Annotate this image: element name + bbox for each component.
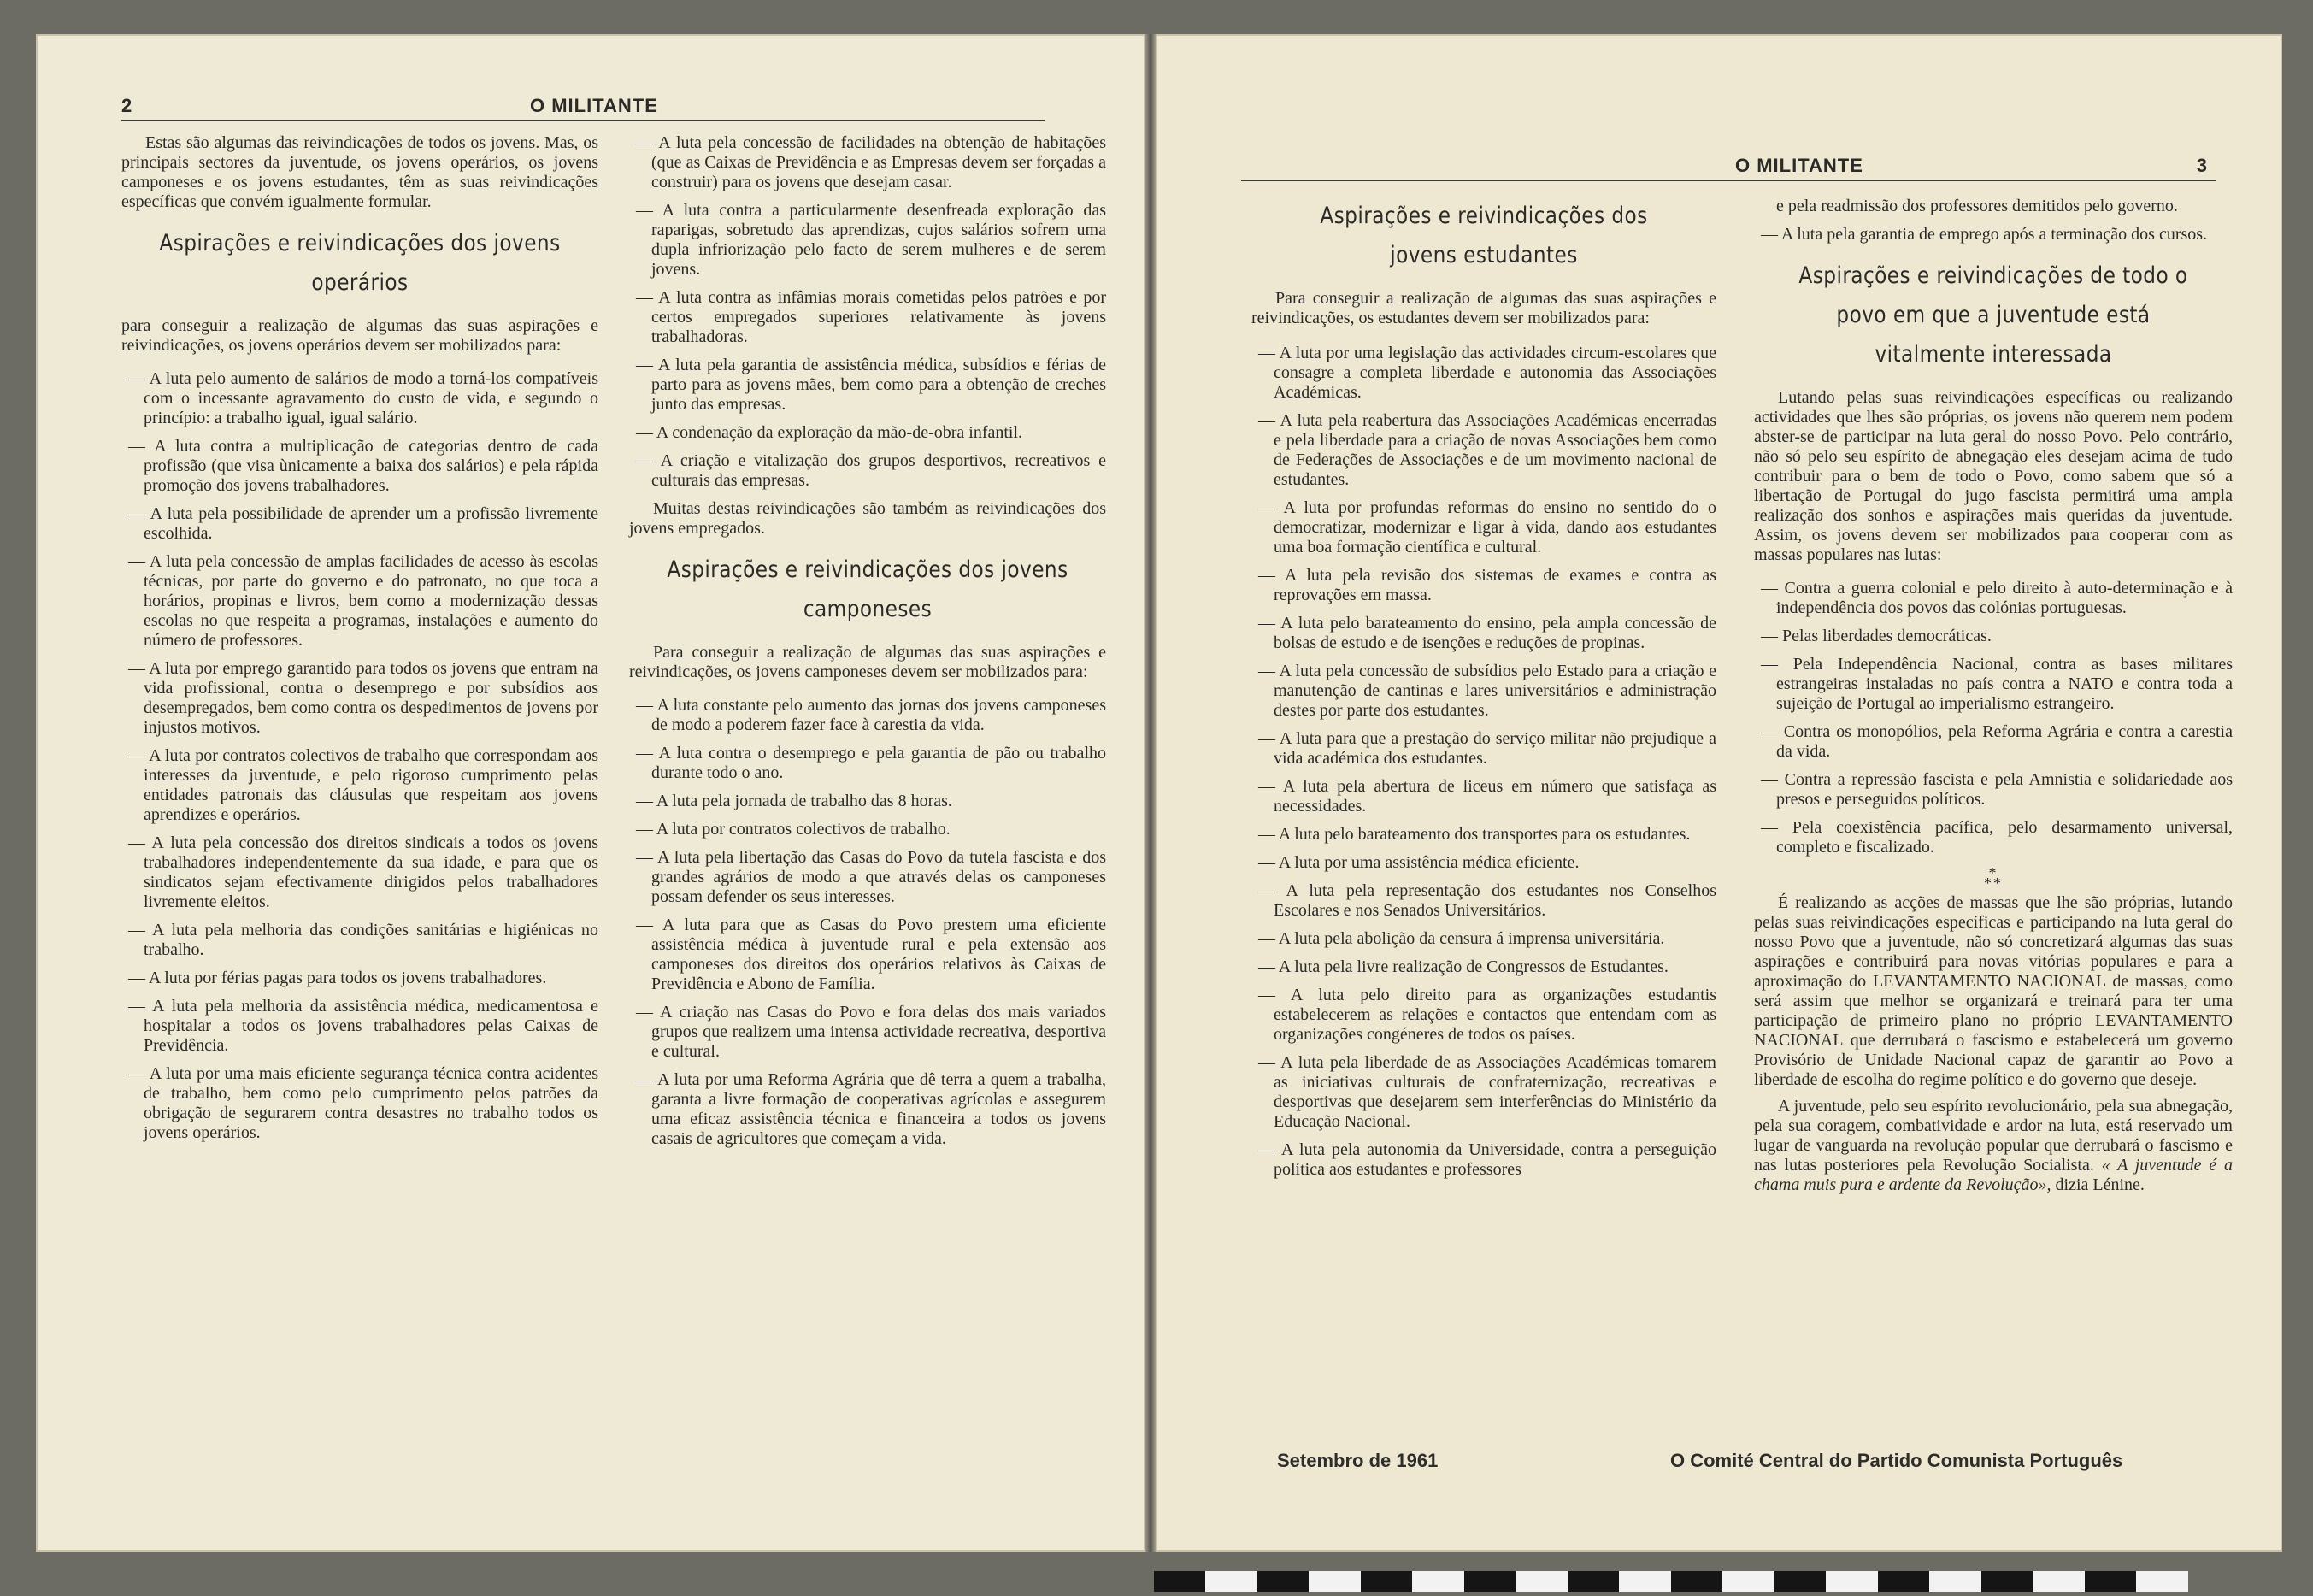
- section-lead: Para conseguir a realização de algumas das suas aspirações e reivindicações, os jovens camponeses devem ser mobilizados para:: [629, 643, 1106, 681]
- demand-item: — Pelas liberdades democráticas.: [1754, 627, 2233, 646]
- running-header: [121, 91, 1045, 121]
- scale-bar-segment: [2085, 1571, 2136, 1592]
- footer-signature: O Comité Central do Partido Comunista Português: [1670, 1450, 2123, 1471]
- demand-item: — A luta para que as Casas do Povo prestem uma eficiente assistência médica à juventude rural e pela extensão aos camponeses dos direitos dos operários relativos às Caixas de Previdência e Abono de Família.: [629, 916, 1106, 994]
- closing-text: A juventude, pelo seu espírito revolucionário, pela sua abnegação, pela sua coragem, combatividade e ardor na luta, está reservado um lugar de vanguarda na revolução popular que derrubará o fascismo e nas lutas posteriores pela Revolução Socialista.: [1754, 1097, 2233, 1175]
- running-title: O MILITANTE: [530, 95, 658, 116]
- left-column-2: [629, 133, 1106, 1157]
- demand-item: — Contra a guerra colonial e pelo direito à auto-determinação e à independência dos povos das colónias portuguesas.: [1754, 579, 2233, 618]
- scale-bar-segment: [1774, 1571, 1826, 1592]
- demand-item: — Pela Independência Nacional, contra as bases militares estrangeiras instaladas no país contra a NATO e contra toda a sujeição de Portugal ao imperialismo estrangeiro.: [1754, 655, 2233, 714]
- demand-item: — A luta contra o desemprego e pela garantia de pão ou trabalho durante todo o ano.: [629, 744, 1106, 783]
- left-page: [36, 34, 1145, 1552]
- demand-item: — A luta pela concessão de amplas facilidades de acesso às escolas técnicas, por parte do governo e do patronato, no que toca a horários, propinas e livros, bem como a modernização dessas escolas no que respeita a programas, instalações e aumento do número de professores.: [121, 552, 598, 651]
- page-number: 2: [121, 95, 132, 116]
- demand-item: — A luta por emprego garantido para todos os jovens que entram na vida profissional, contra o desemprego e por subsídios aos desempregados, bem como contra os despedimentos de jovens por injustos motivos.: [121, 659, 598, 738]
- scale-bar-segment: [1981, 1571, 2033, 1592]
- body-paragraph: [1754, 1097, 2233, 1195]
- demand-item: — A luta pela possibilidade de aprender um a profissão livremente escolhida.: [121, 504, 598, 544]
- running-header: [1241, 150, 2216, 181]
- right-column-2: [1754, 197, 2233, 1202]
- demand-item: — A luta por contratos colectivos de trabalho que correspondam aos interesses da juventude, e pelo rigoroso cumprimento pelas entidades patronais das cláusulas que respeitam aos jovens aprendizes e operários.: [121, 746, 598, 825]
- section-heading: Aspirações e reivindicações dos jovens estudantes: [1320, 203, 1648, 268]
- demand-item: — A luta por férias pagas para todos os jovens trabalhadores.: [121, 969, 598, 988]
- demand-item: — A luta contra a multiplicação de categorias dentro de cada profissão (que visa ùnicamente a baixa dos salários) e pela rápida promoção dos jovens trabalhadores.: [121, 437, 598, 496]
- demand-item: — A luta pela abertura de liceus em número que satisfaça as necessidades.: [1251, 777, 1716, 816]
- demand-item: — A luta pela concessão de subsídios pelo Estado para a criação e manutenção de cantinas e lares universitários e administração destes por parte dos estudantes.: [1251, 662, 1716, 721]
- scale-bar-segment: [1568, 1571, 1619, 1592]
- demand-item: — A luta por uma mais eficiente segurança técnica contra acidentes de trabalho, bem como pelo cumprimento pelos patrões da obrigação de segurarem contra desastres no trabalho todos os jovens operários.: [121, 1064, 598, 1143]
- continued-item: e pela readmissão dos professores demitidos pelo governo.: [1776, 197, 2178, 215]
- demand-item: — A luta por uma assistência médica eficiente.: [1251, 853, 1716, 873]
- demand-item: — A luta pela livre realização de Congressos de Estudantes.: [1251, 957, 1716, 977]
- footer-date: Setembro de 1961: [1277, 1450, 1439, 1471]
- demand-item: — A luta pelo direito para as organizações estudantis estabelecerem as relações e contactos que entendam com as organizações congéneres de todos os países.: [1251, 986, 1716, 1045]
- left-column-1: [121, 133, 598, 1151]
- demand-item: — A luta pela representação dos estudantes nos Conselhos Escolares e nos Senados Universitários.: [1251, 881, 1716, 921]
- demand-item: — A luta contra a particularmente desenfreada exploração das raparigas, sobretudo das aprendizas, cujos salários sofrem uma dupla infriorização pelo facto de serem mulheres e de serem jovens.: [629, 201, 1106, 280]
- right-column-1: [1251, 197, 1716, 1188]
- intro-paragraph: Estas são algumas das reivindicações de todos os jovens. Mas, os principais sectores da juventude, os jovens operários, os jovens camponeses e os jovens estudantes, têm as suas reivindicações específicas que convém igualmente formular.: [121, 133, 598, 211]
- demand-item: — A luta pela melhoria das condições sanitárias e higiénicas no trabalho.: [121, 921, 598, 960]
- demand-item: — A luta para que a prestação do serviço militar não prejudique a vida académica dos estudantes.: [1251, 729, 1716, 769]
- demand-item: — A luta pelo barateamento dos transportes para os estudantes.: [1251, 825, 1716, 845]
- section-heading: Aspirações e reivindicações dos jovens camponeses: [667, 557, 1068, 622]
- demand-item: — Pela coexistência pacífica, pelo desarmamento universal, completo e fiscalizado.: [1754, 818, 2233, 857]
- right-page: [1156, 34, 2282, 1552]
- scale-bar-segment: [1154, 1571, 1205, 1592]
- page-number: 3: [2196, 155, 2207, 176]
- demand-item: — A luta pela autonomia da Universidade, contra a perseguição política aos estudantes e professores: [1251, 1140, 1716, 1180]
- demand-item: — A luta pela reabertura das Associações Académicas encerradas e pela liberdade para a criação de novas Associações bem como de Federações de Associações e de um movimento nacional de estudantes.: [1251, 411, 1716, 490]
- demand-item: — A luta constante pelo aumento das jornas dos jovens camponeses de modo a poderem fazer face à carestia da vida.: [629, 696, 1106, 735]
- scale-bar: [1154, 1571, 2188, 1592]
- demand-item: — A luta pela liberdade de as Associações Académicas tomarem as iniciativas culturais de confraternização, recreativas e desportivas que desejarem sem interferências do Ministério da Educação Nacional.: [1251, 1053, 1716, 1132]
- demand-item: — A luta pelo barateamento do ensino, pela ampla concessão de bolsas de estudo e de isenções e reduções de propinas.: [1251, 614, 1716, 653]
- demand-item: — A luta por profundas reformas do ensino no sentido do o democratizar, modernizar e ligar à vida, dando aos estudantes uma boa formação científica e cultural.: [1251, 498, 1716, 557]
- note-paragraph: Muitas destas reivindicações são também as reivindicações dos jovens empregados.: [629, 499, 1106, 538]
- demand-item: — A luta pela concessão dos direitos sindicais a todos os jovens trabalhadores independentemente da sua idade, e para que os sindicatos sejam efectivamente dirigidos pelos trabalhadores livremente eleitos.: [121, 833, 598, 912]
- demand-item: — A luta pela melhoria da assistência médica, medicamentosa e hospitalar a todos os jovens trabalhadores pelas Caixas de Previdência.: [121, 997, 598, 1056]
- demand-item: — A luta pela revisão dos sistemas de exames e contra as reprovações em massa.: [1251, 566, 1716, 605]
- section-heading: Aspirações e reivindicações dos jovens operários: [159, 230, 561, 296]
- body-paragraph: Lutando pelas suas reivindicações específicas ou realizando actividades que lhes são próprias, os jovens não querem nem podem abster-se de participar na luta geral do nosso Povo. Pelo contrário, não só pelo seu espírito de abnegação eles desejam acima de tudo contribuir para o bem de todo o Povo, como sabem que só a libertação de Portugal do jugo fascista permitirá uma ampla realização dos sonhos e aspirações mais queridas da juventude. Assim, os jovens devem ser mobilizados para cooperar com as massas populares nas lutas:: [1754, 388, 2233, 564]
- scale-bar-segment: [1464, 1571, 1516, 1592]
- demand-item: — A luta pela libertação das Casas do Povo da tutela fascista e dos grandes agrários de modo a que através delas os camponeses possam defender os seus interesses.: [629, 848, 1106, 907]
- running-title: O MILITANTE: [1735, 155, 1863, 176]
- demand-item: — A luta pela abolição da censura á imprensa universitária.: [1251, 929, 1716, 949]
- demand-item: — A luta por uma Reforma Agrária que dê terra a quem a trabalha, garanta a livre formação de cooperativas agrícolas e assegurem uma eficaz assistência técnica e financeira a todos os jovens casais de agricultores que começam a vida.: [629, 1070, 1106, 1149]
- demand-item: — A luta pela garantia de assistência médica, subsídios e férias de parto para as jovens mães, bem como para a obtenção de creches junto das empresas.: [629, 356, 1106, 415]
- scale-bar-segment: [1878, 1571, 1929, 1592]
- section-divider-stars: * **: [1984, 864, 2003, 892]
- demand-item: — A criação e vitalização dos grupos desportivos, recreativos e culturais das empresas.: [629, 451, 1106, 491]
- demand-item: — Contra os monopólios, pela Reforma Agrária e contra a carestia da vida.: [1754, 722, 2233, 762]
- demand-item: — A luta por uma legislação das actividades circum-escolares que consagre a completa liberdade e autonomia das Associações Académicas.: [1251, 344, 1716, 403]
- demand-item: — A luta contra as infâmias morais cometidas pelos patrões e por certos empregados superiores relativamente às jovens trabalhadoras.: [629, 288, 1106, 347]
- demand-item: — A luta pelo aumento de salários de modo a torná-los compatíveis com o incessante agravamento do custo de vida, e segundo o princípio: a trabalho igual, igual salário.: [121, 369, 598, 428]
- section-lead: para conseguir a realização de algumas das suas aspirações e reivindicações, os jovens operários devem ser mobilizados para:: [121, 316, 598, 355]
- scale-bar-segment: [1361, 1571, 1412, 1592]
- lenin-quote: « A juventude é a chama muis pura e ardente da Revolução»,: [1754, 1156, 2233, 1194]
- section-heading: Aspirações e reivindicações de todo o povo em que a juventude está vitalmente interessada: [1798, 262, 2188, 368]
- demand-item: — A condenação da exploração da mão-de-obra infantil.: [629, 423, 1106, 443]
- section-lead: Para conseguir a realização de algumas das suas aspirações e reivindicações, os estudantes devem ser mobilizados para:: [1251, 289, 1716, 327]
- demand-item: — A luta pela concessão de facilidades na obtenção de habitações (que as Caixas de Previdência e as Empresas devem ser forçadas a construir) para os jovens que desejam casar.: [629, 133, 1106, 192]
- page-fold: [1145, 34, 1156, 1552]
- scale-bar-segment: [1671, 1571, 1722, 1592]
- demand-item: — A criação nas Casas do Povo e fora delas dos mais variados grupos que realizem uma intensa actividade recreativa, desportiva e cultural.: [629, 1003, 1106, 1062]
- demand-item: — Contra a repressão fascista e pela Amnistia e solidariedade aos presos e perseguidos políticos.: [1754, 770, 2233, 810]
- demand-item: — A luta pela jornada de trabalho das 8 horas.: [629, 792, 1106, 811]
- demand-item: — A luta pela garantia de emprego após a terminação dos cursos.: [1754, 225, 2233, 244]
- demand-item: — A luta por contratos colectivos de trabalho.: [629, 820, 1106, 839]
- scale-bar-segment: [1257, 1571, 1309, 1592]
- quote-attribution: dizia Lénine.: [2055, 1175, 2145, 1194]
- body-paragraph: É realizando as acções de massas que lhe são próprias, lutando pelas suas reivindicações específicas e participando na luta geral do nosso Povo que a juventude, não só concretizará algumas das suas aspirações e contribuirá para novas vitórias populares e para a aproximação do LEVANTAMENTO NACIONAL de massas, como será assim que melhor se organizará e treinará para ter uma participação de primeiro plano no próprio LEVANTAMENTO NACIONAL que derrubará o fascismo e estabelecerá um governo Provisório de Unidade Nacional capaz de garantir ao Povo a liberdade de escolha do regime político e do governo que deseje.: [1754, 893, 2233, 1089]
